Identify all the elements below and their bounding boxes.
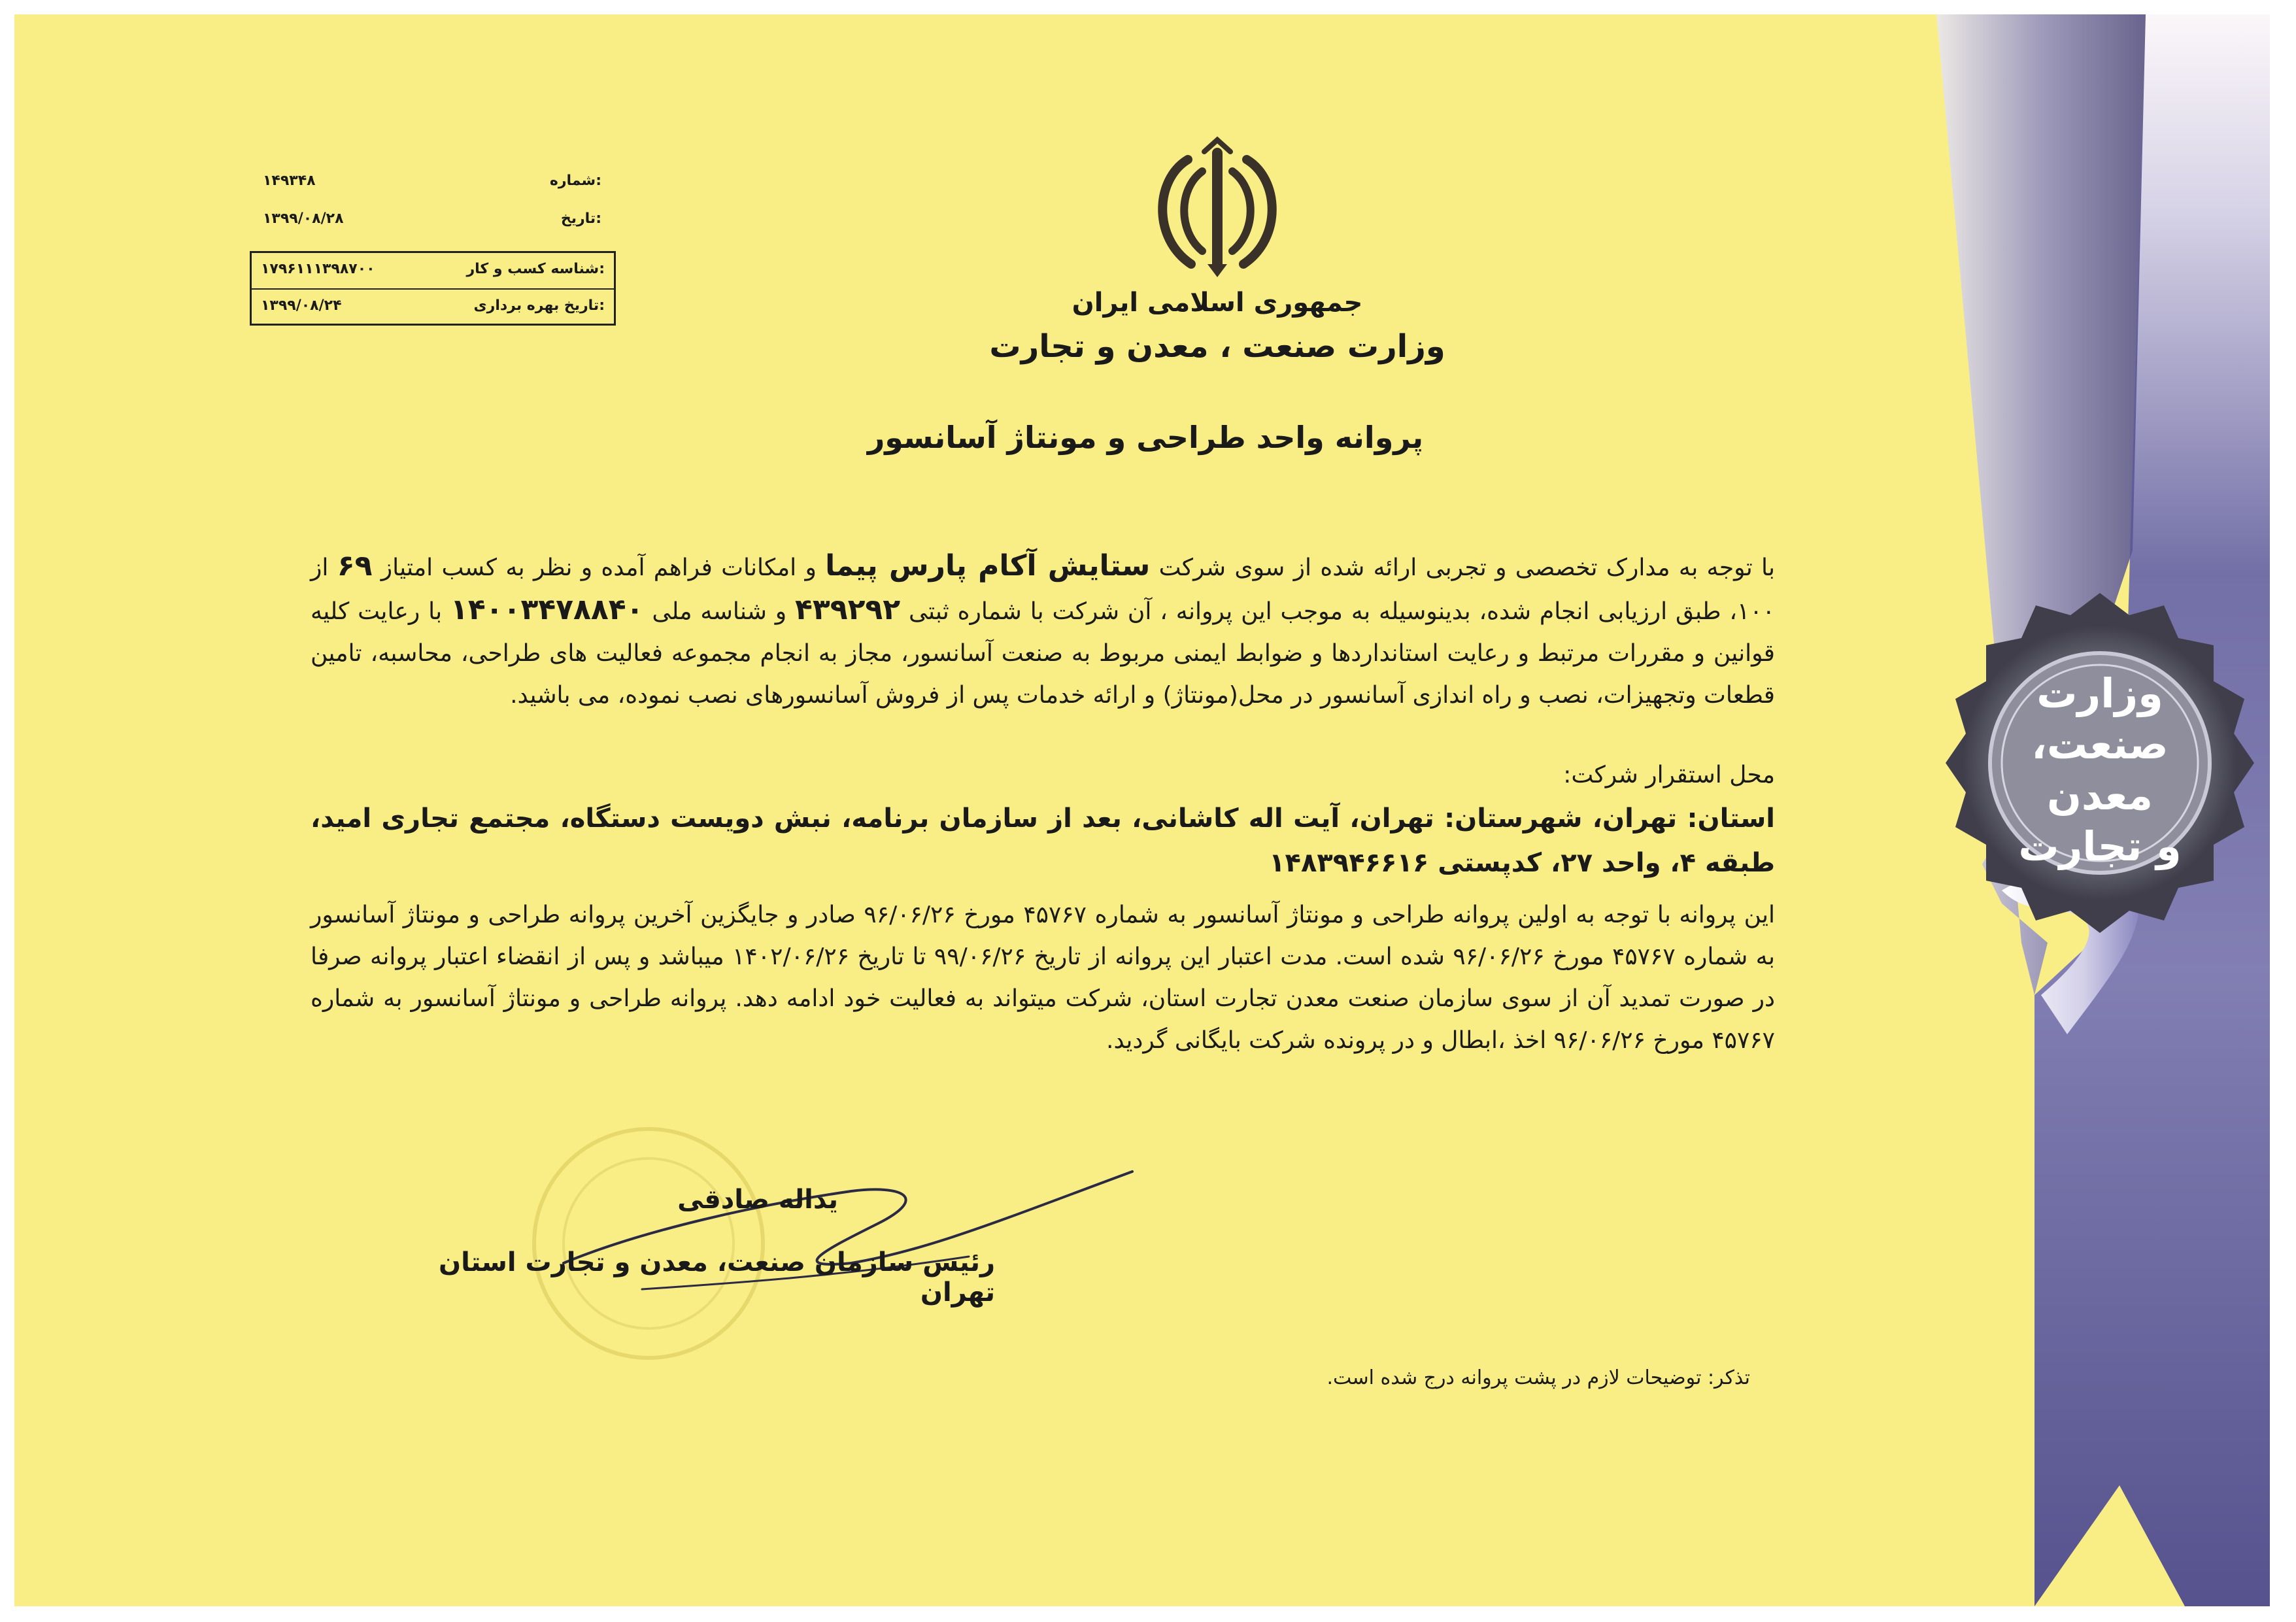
location-label: محل استقرار شرکت: [1563, 762, 1775, 788]
company-address: استان: تهران، شهرستان: تهران، آیت اله کاشانی، بعد از سازمان برنامه، نبش دویست دستگاه، مجتمع تجاری امید، طبقه ۴، واحد ۲۷، کدپستی ۱۴۸۳۹۴۶۶۱۶ [311, 803, 1775, 878]
operation-date-row [252, 290, 614, 325]
body-paragraph-2: این پروانه با توجه به اولین پروانه طراحی و مونتاژ آسانسور به شماره ۴۵۷۶۷ مورخ ۹۶/۰۶/۲۶ صادر و جایگزین آخرین پروانه طراحی و مونتاژ آسانسور به شماره ۴۵۷۶۷ مورخ ۹۶/۰۶/۲۶ شده است. مدت اعتبار این پروانه از تاریخ ۹۹/۰۶/۲۶ تا تاریخ ۱۴۰۲/۰۶/۲۶ میباشد و پس از انقضاء اعتبار پروانه صرفا در صورت تمدید آن از سوی سازمان صنعت معدن تجارت استان، شرکت میتواند به فعالیت خود ادامه دهد. پروانه طراحی و مونتاژ آسانسور به شماره ۴۵۷۶۷ مورخ ۹۶/۰۶/۲۶ اخذ ،ابطال و در پرونده شرکت بایگانی گردید. [311, 902, 1776, 1054]
number-value: ۱۴۹۳۴۸ [263, 173, 316, 189]
number-label: شماره: [549, 173, 601, 189]
score-value: ۶۹ [337, 549, 373, 583]
company-name: ستایش آکام پارس پیما [825, 549, 1151, 583]
meta-box [250, 251, 616, 326]
ministry-name: وزارت صنعت ، معدن و تجارت [989, 328, 1445, 365]
p1-mid2: از ۱۰۰، طبق ارزیابی انجام شده، بدینوسیله به موجب این پروانه ، آن شرکت با شماره ثبتی [311, 554, 1775, 625]
p1-mid: و امکانات فراهم آمده و نظر به کسب امتیاز [380, 554, 817, 581]
date-value: ۱۳۹۹/۰۸/۲۸ [263, 211, 344, 227]
signatory-position: رئیس سازمان صنعت، معدن و تجارت استان تهران [439, 1247, 995, 1308]
business-id-row [252, 253, 614, 290]
p1-mid3: و شناسه ملی [652, 598, 787, 625]
signatory-name: یداله صادقی [677, 1185, 838, 1215]
seal-text [2002, 668, 2198, 872]
date-label: تاریخ: [560, 211, 601, 227]
seal-text-line1: وزارت [2036, 669, 2163, 717]
p1-post: با رعایت کلیه قوانین و مقررات مرتبط و رعایت استانداردها و ضوابط ایمنی مربوط به صنعت آسانسور، مجاز به انجام مجموعه فعالیت های طراحی، محاسبه، تامین قطعات وتجهیزات، نصب و راه اندازی آسانسور در محل(مونتاژ) و ارائه خدمات پس از فروش آسانسورهای نصب نموده، می باشید. [311, 598, 1775, 709]
p1-pre: با توجه به مدارک تخصصی و تجربی ارائه شده از سوی شرکت [1158, 554, 1776, 581]
body-paragraph-1 [311, 545, 1775, 717]
operation-date-label: تاریخ بهره برداری: [473, 297, 605, 314]
license-paper [14, 14, 2270, 1606]
country-name: جمهوری اسلامی ایران [1072, 288, 1363, 318]
license-title: پروانه واحد طراحی و مونتاژ آسانسور [867, 420, 1424, 455]
iran-emblem-icon [1142, 133, 1292, 284]
business-id-label: شناسه کسب و کار: [466, 261, 605, 277]
national-id: ۱۴۰۰۳۴۷۸۸۴۰ [450, 593, 644, 626]
seal-text-line2: صنعت، معدن [2031, 720, 2169, 819]
operation-date-value: ۱۳۹۹/۰۸/۲۴ [261, 297, 342, 314]
registration-number: ۴۳۹۲۹۲ [795, 593, 901, 626]
business-id-value: ۱۷۹۶۱۱۱۳۹۸۷۰۰ [261, 261, 375, 277]
seal-text-line3: و تجارت [2018, 822, 2182, 870]
footnote: تذکر: توضیحات لازم در پشت پروانه درج شده است. [1326, 1366, 1750, 1389]
